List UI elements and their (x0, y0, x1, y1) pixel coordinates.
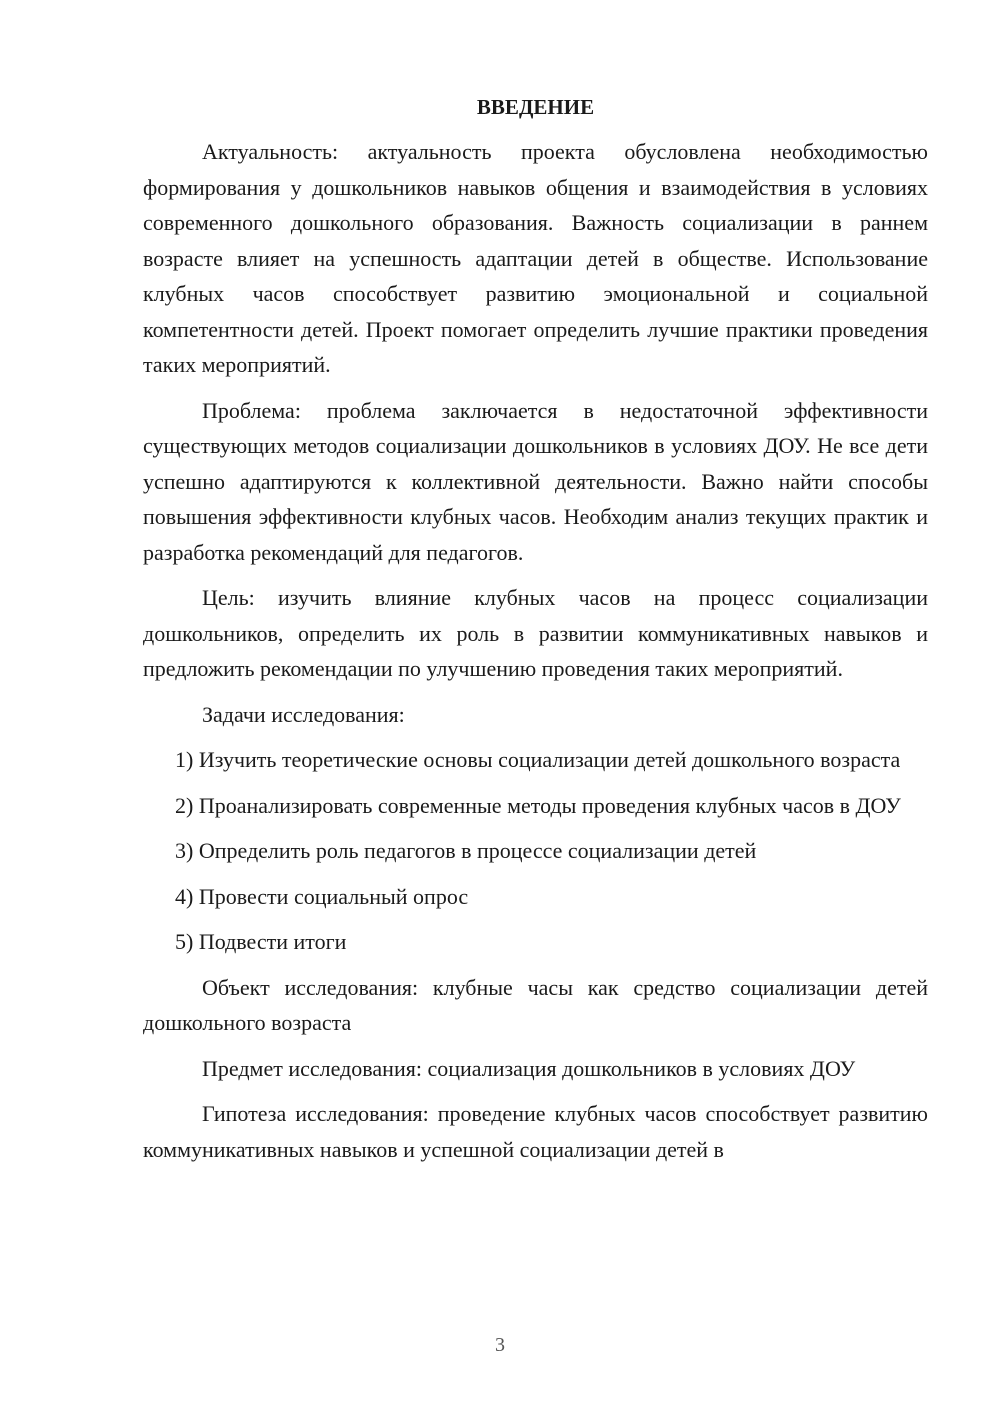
task-item: 4) Провести социальный опрос (175, 883, 469, 909)
task-item: 5) Подвести итоги (175, 929, 347, 954)
paragraph-hypothesis: Гипотеза исследования: проведение клубных часов способствует развитию коммуникативных навыков и успешной социализации детей в (143, 1101, 928, 1162)
paragraph-object: Объект исследования: клубные часы как средство социализации детей дошкольного возраста (143, 974, 928, 1035)
paragraph-problem: Проблема: проблема заключается в недостаточной эффективности существующих методов социализации дошкольников в условиях ДОУ. Не все дети успешно адаптируются к коллективной деятельности. Важно найти способы повышения эффективности клубных часов. Необходим анализ текущих практик и разработка рекомендаций для педагогов. (143, 397, 928, 565)
tasks-title: Задачи исследования: (202, 701, 405, 727)
task-item: 1) Изучить теоретические основы социализации детей дошкольного возраста (175, 747, 901, 772)
tasks-list (143, 742, 928, 960)
page-content (143, 92, 928, 1177)
task-item: 2) Проанализировать современные методы проведения клубных часов в ДОУ (175, 792, 901, 818)
paragraph-subject: Предмет исследования: социализация дошкольников в условиях ДОУ (202, 1055, 856, 1081)
page-number: 3 (495, 1334, 505, 1356)
task-item: 3) Определить роль педагогов в процессе социализации детей (175, 838, 757, 863)
paragraph-goal: Цель: изучить влияние клубных часов на процесс социализации дошкольников, определить их роль в развитии коммуникативных навыков и предложить рекомендации по улучшению проведения таких мероприятий. (143, 585, 928, 681)
paragraph-relevance: Актуальность: актуальность проекта обусловлена необходимостью формирования у дошкольников навыков общения и взаимодействия в условиях современного дошкольного образования. Важность социализации в раннем возрасте влияет на успешность адаптации детей в обществе. Использование клубных часов способствует развитию эмоциональной и социальной компетентности детей. Проект помогает определить лучшие практики проведения таких мероприятий. (143, 139, 928, 377)
section-heading: ВВЕДЕНИЕ (476, 95, 595, 119)
